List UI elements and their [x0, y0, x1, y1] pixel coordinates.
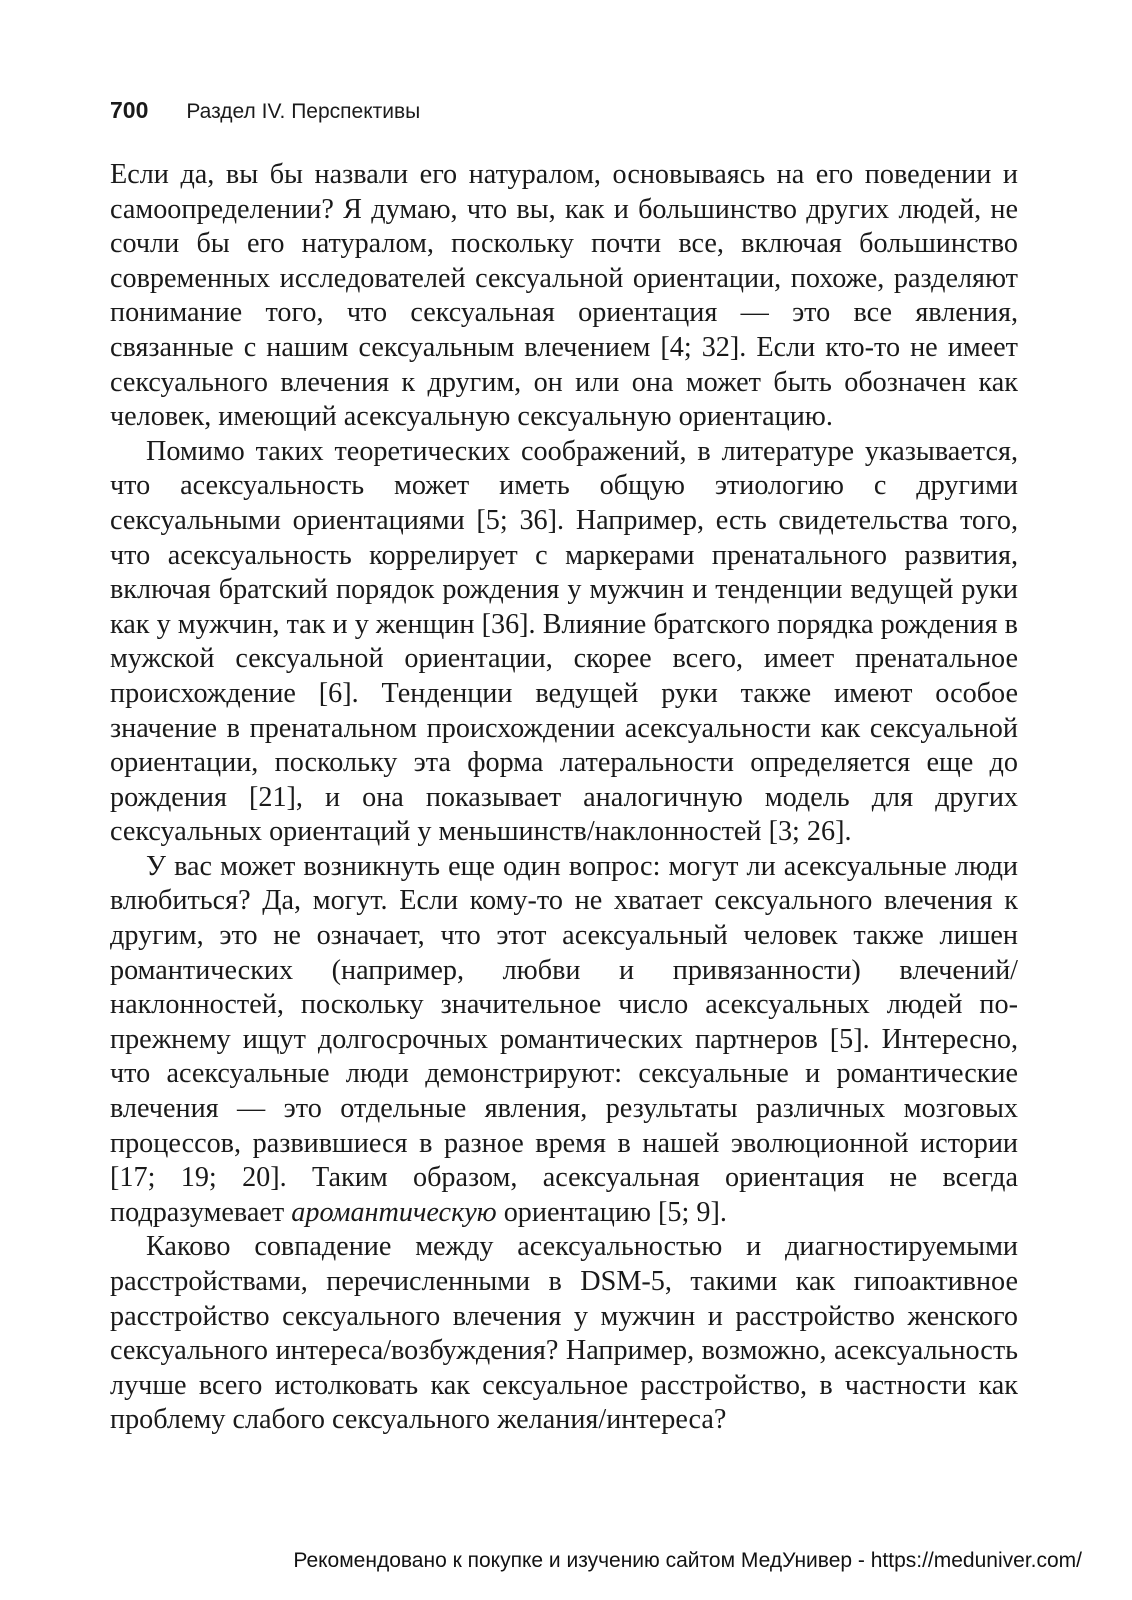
paragraph-4: Каково совпадение между асексуальностью и диагностируемыми расстройствами, перечисленными в DSM-5, такими как гипоактивное расстройство сексуального влечения у мужчин и расстройство женского сексуального интереса/возбуждения? Например, возможно, асексуальность лучше всего истолковать как сексуальное расстройство, в частности как проблему слабого сексуального желания/интереса? [110, 1231, 1018, 1436]
footer-watermark: Рекомендовано к покупке и изучению сайтом МедУнивер - https://meduniver.com/ [293, 1549, 1082, 1572]
paragraph-2: Помимо таких теоретических соображений, в литературе указывается, что асексуальность может иметь общую этиологию с другими сексуальными ориентациями [5; 36]. Например, есть свидетельства того, что асексуальность коррелирует с маркерами пренатального развития, включая братский порядок рождения у мужчин и тенденции ведущей руки как у мужчин, так и у женщин [36]. Влияние братского порядка рождения в мужской сексуальной ориентации, скорее всего, имеет пренатальное происхождение [6]. Тенденции ведущей руки также имеют особое значение в пренатальном происхождении асексуальности как сексуальной ориентации, поскольку эта форма латеральности определяется еще до рождения [21], и она показывает аналогичную модель для других сексуальных ориентаций у меньшинств/наклонностей [3; 26]. [110, 435, 1018, 848]
paragraph-3 [110, 850, 1018, 1231]
body-text [110, 158, 1018, 1438]
paragraph-3-text-before: У вас может возникнуть еще один вопрос: могут ли асексуальные люди влюбиться? Да, могут. Если кому-то не хватает сексуального влечения к другим, это не означает, что этот асексуальный человек также лишен романтических (например, любви и привязанности) влечений/наклонностей, поскольку значительное число асексуальных людей по-прежнему ищут долгосрочных романтических партнеров [5]. Интересно, что асексуальные люди демонстрируют: сексуальные и романтические влечения — это отдельные явления, результаты различных мозговых процессов, развившиеся в разное время в нашей эволюционной истории [17; 19; 20]. Таким образом, асексуальная ориентация не всегда подразумевает [110, 850, 1018, 1228]
page-number: 700 [110, 97, 149, 123]
section-title: Раздел IV. Перспективы [186, 100, 421, 123]
paragraph-3-emphasis: аромантическую [291, 1196, 497, 1228]
paragraph-1: Если да, вы бы назвали его натуралом, основываясь на его поведении и самоопределении? Я думаю, что вы, как и большинство других людей, не сочли бы его натуралом, поскольку почти все, включая большинство современных исследователей сексуальной ориентации, похоже, разделяют понимание того, что сексуальная ориентация — это все явления, связанные с нашим сексуальным влечением [4; 32]. Если кто-то не имеет сексуального влечения к другим, он или она может быть обозначен как человек, имеющий асексуальную сексуальную ориентацию. [110, 159, 1018, 433]
running-head [110, 96, 420, 126]
paragraph-3-text-after: ориентацию [5; 9]. [496, 1196, 727, 1228]
